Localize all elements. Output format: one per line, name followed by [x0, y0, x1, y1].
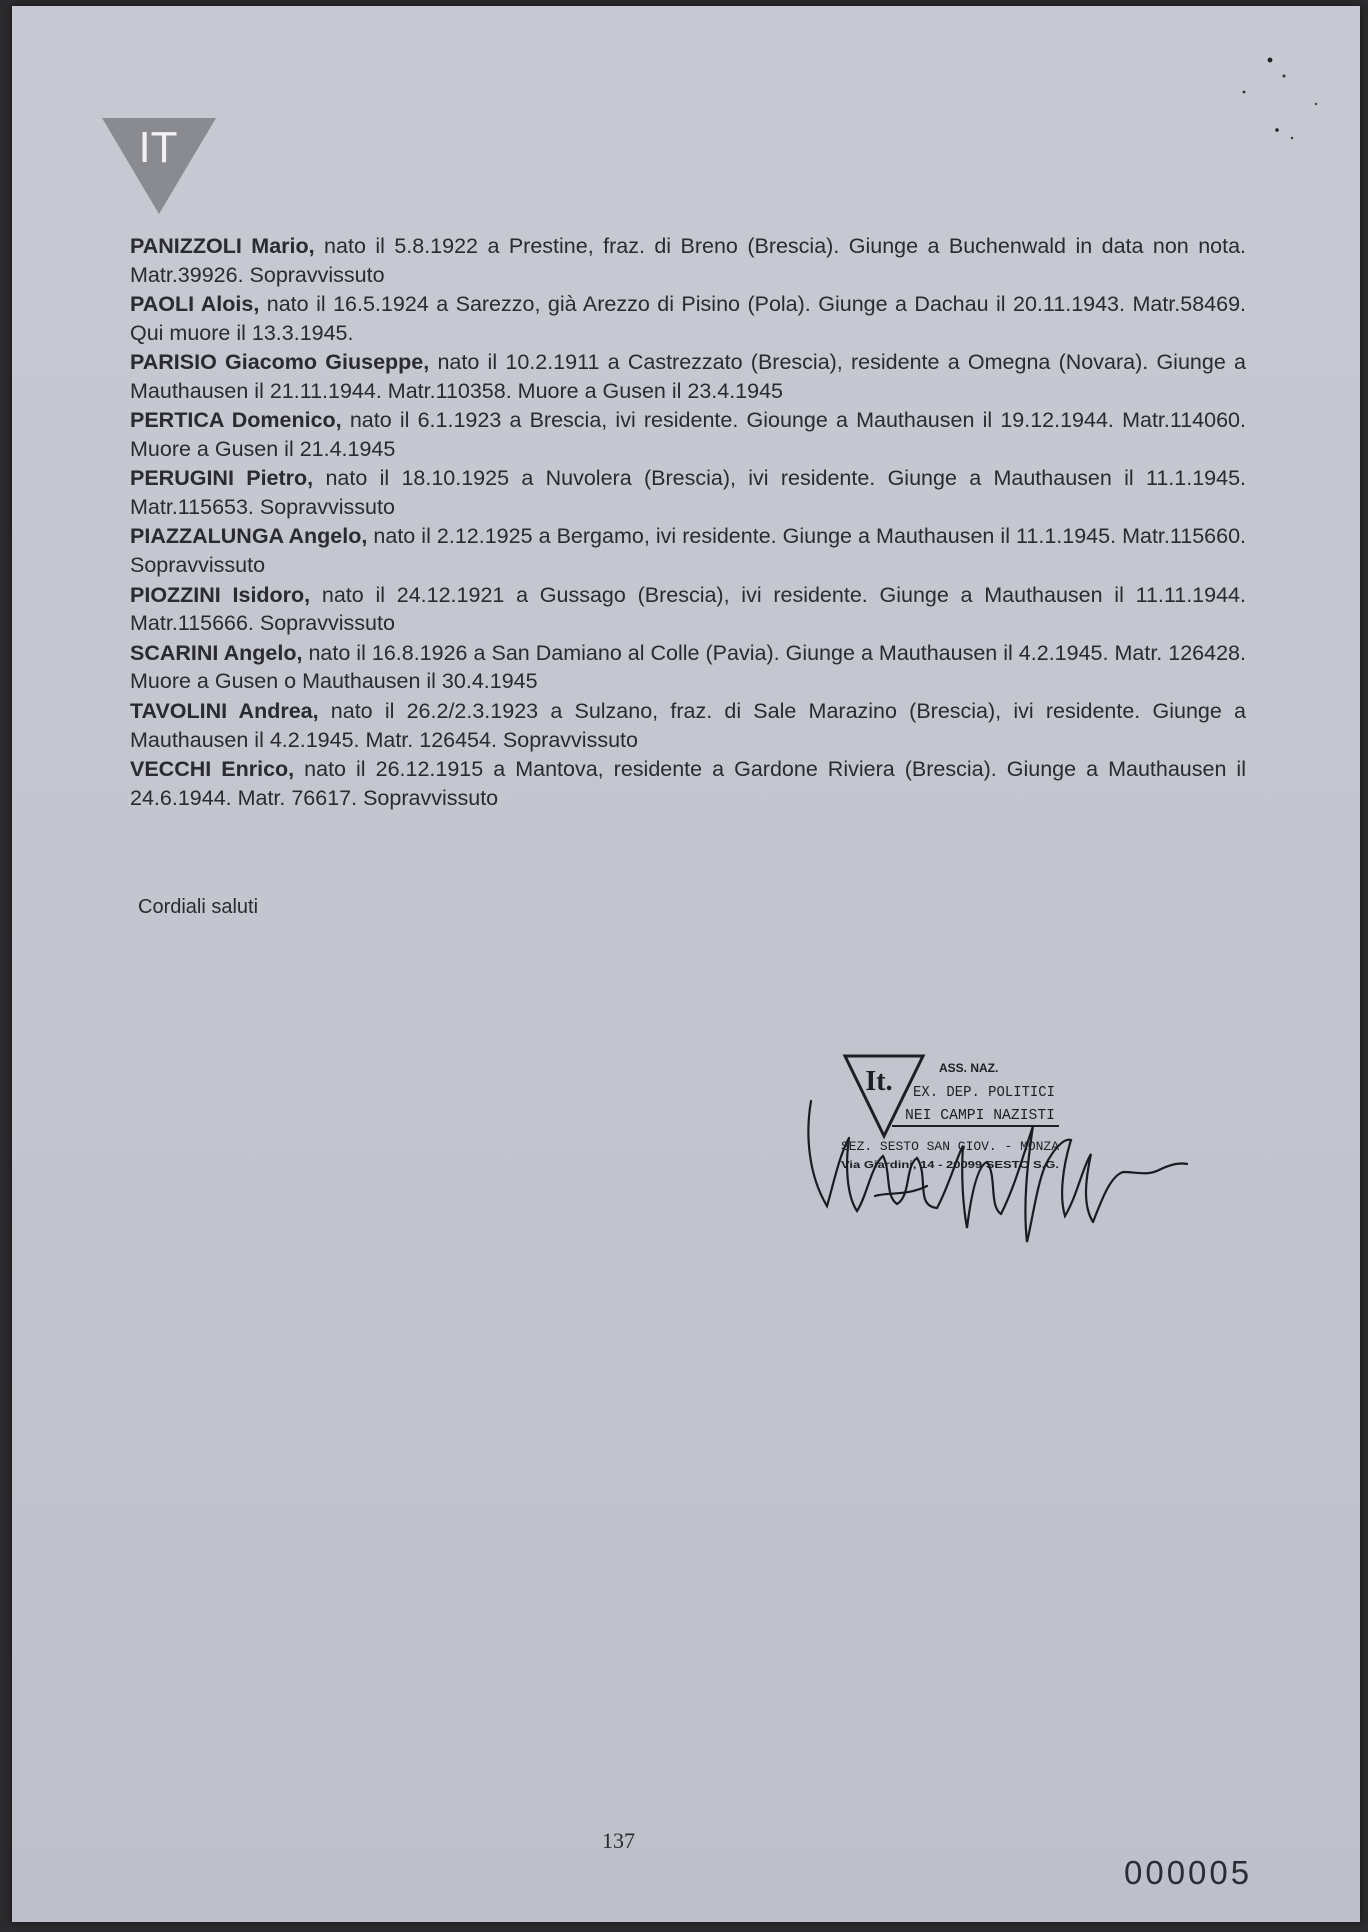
list-item	[130, 755, 1246, 813]
document-page	[12, 6, 1360, 1922]
entry-name: SCARINI Angelo,	[130, 640, 303, 665]
entry-text: nato il 16.8.1926 a San Damiano al Colle (Pavia). Giunge a Mauthausen il 4.2.1945. Matr. 126428. Muore a Gusen o Mauthausen il 30.4.1945	[130, 640, 1246, 694]
stamp-line-5: Via Giardini, 14 - 20099 SESTO S.G.	[841, 1160, 1060, 1171]
entry-name: TAVOLINI Andrea,	[130, 698, 319, 723]
stamp-logo-text: It.	[865, 1066, 893, 1097]
entry-name: PIAZZALUNGA Angelo,	[130, 524, 368, 549]
stamp-line-1: ASS. NAZ.	[939, 1061, 999, 1075]
entry-text: nato il 16.5.1924 a Sarezzo, già Arezzo di Pisino (Pola). Giunge a Dachau il 20.11.1943. Matr.58469. Qui muore il 13.3.1945.	[130, 292, 1246, 345]
stamp-line-2: EX. DEP. POLITICI	[913, 1084, 1055, 1101]
list-item	[130, 581, 1246, 639]
closing-salutation: Cordiali saluti	[138, 896, 259, 918]
entry-text: nato il 24.12.1921 a Gussago (Brescia), ivi residente. Giunge a Mauthausen il 11.11.1944. Matr.115666. Sopravvissuto	[130, 582, 1246, 636]
stamp-line-4: SEZ. SESTO SAN GIOV. - MONZA	[841, 1139, 1060, 1154]
entry-name: PIOZZINI Isidoro,	[130, 582, 311, 607]
entry-name: PERTICA Domenico,	[130, 408, 342, 433]
archive-number: 000005	[1124, 1854, 1253, 1891]
entry-text: nato il 5.8.1922 a Prestine, fraz. di Breno (Brescia). Giunge a Buchenwald in data non nota. Matr.39926. Sopravvissuto	[130, 234, 1247, 287]
entry-text: nato il 18.10.1925 a Nuvolera (Brescia), ivi residente. Giunge a Mauthausen il 11.1.1945. Matr.115653. Sopravvissuto	[130, 466, 1246, 520]
list-item	[130, 639, 1246, 697]
page-number: 137	[602, 1828, 635, 1853]
list-item	[130, 697, 1246, 755]
association-triangle-logo	[100, 116, 218, 216]
entry-text: nato il 10.2.1911 a Castrezzato (Brescia), residente a Omegna (Novara). Giunge a Mauthausen il 21.11.1944. Matr.110358. Muore a Gusen il 23.4.1945	[130, 350, 1246, 403]
entry-text: nato il 26.2/2.3.1923 a Sulzano, fraz. di Sale Marazino (Brescia), ivi residente. Giunge a Mauthausen il 4.2.1945. Matr. 126454. Sopravvissuto	[130, 698, 1246, 752]
paper-specks	[1212, 46, 1332, 156]
logo-text: IT	[138, 123, 178, 172]
stamp-line-3: NEI CAMPI NAZISTI	[905, 1107, 1055, 1124]
entry-name: PAOLI Alois,	[130, 292, 260, 317]
entry-text: nato il 6.1.1923 a Brescia, ivi residente. Giounge a Mauthausen il 19.12.1944. Matr.114060. Muore a Gusen il 21.4.1945	[130, 408, 1246, 462]
association-stamp	[787, 1046, 1257, 1266]
entry-text: nato il 2.12.1925 a Bergamo, ivi residente. Giunge a Mauthausen il 11.1.1945. Matr.115660. Sopravvissuto	[130, 524, 1247, 578]
list-item	[130, 522, 1246, 580]
list-item	[130, 348, 1246, 406]
entry-name: VECCHI Enrico,	[130, 756, 295, 781]
list-item	[130, 232, 1246, 290]
entry-name: PANIZZOLI Mario,	[130, 234, 315, 258]
entry-name: PERUGINI Pietro,	[130, 466, 314, 491]
list-item	[130, 290, 1246, 348]
entry-name: PARISIO Giacomo Giuseppe,	[130, 350, 430, 375]
entry-text: nato il 26.12.1915 a Mantova, residente a Gardone Riviera (Brescia). Giunge a Mauthausen il 24.6.1944. Matr. 76617. Sopravvissuto	[130, 756, 1246, 810]
list-item	[130, 464, 1246, 522]
deportee-list	[130, 232, 1246, 813]
list-item	[130, 406, 1246, 464]
